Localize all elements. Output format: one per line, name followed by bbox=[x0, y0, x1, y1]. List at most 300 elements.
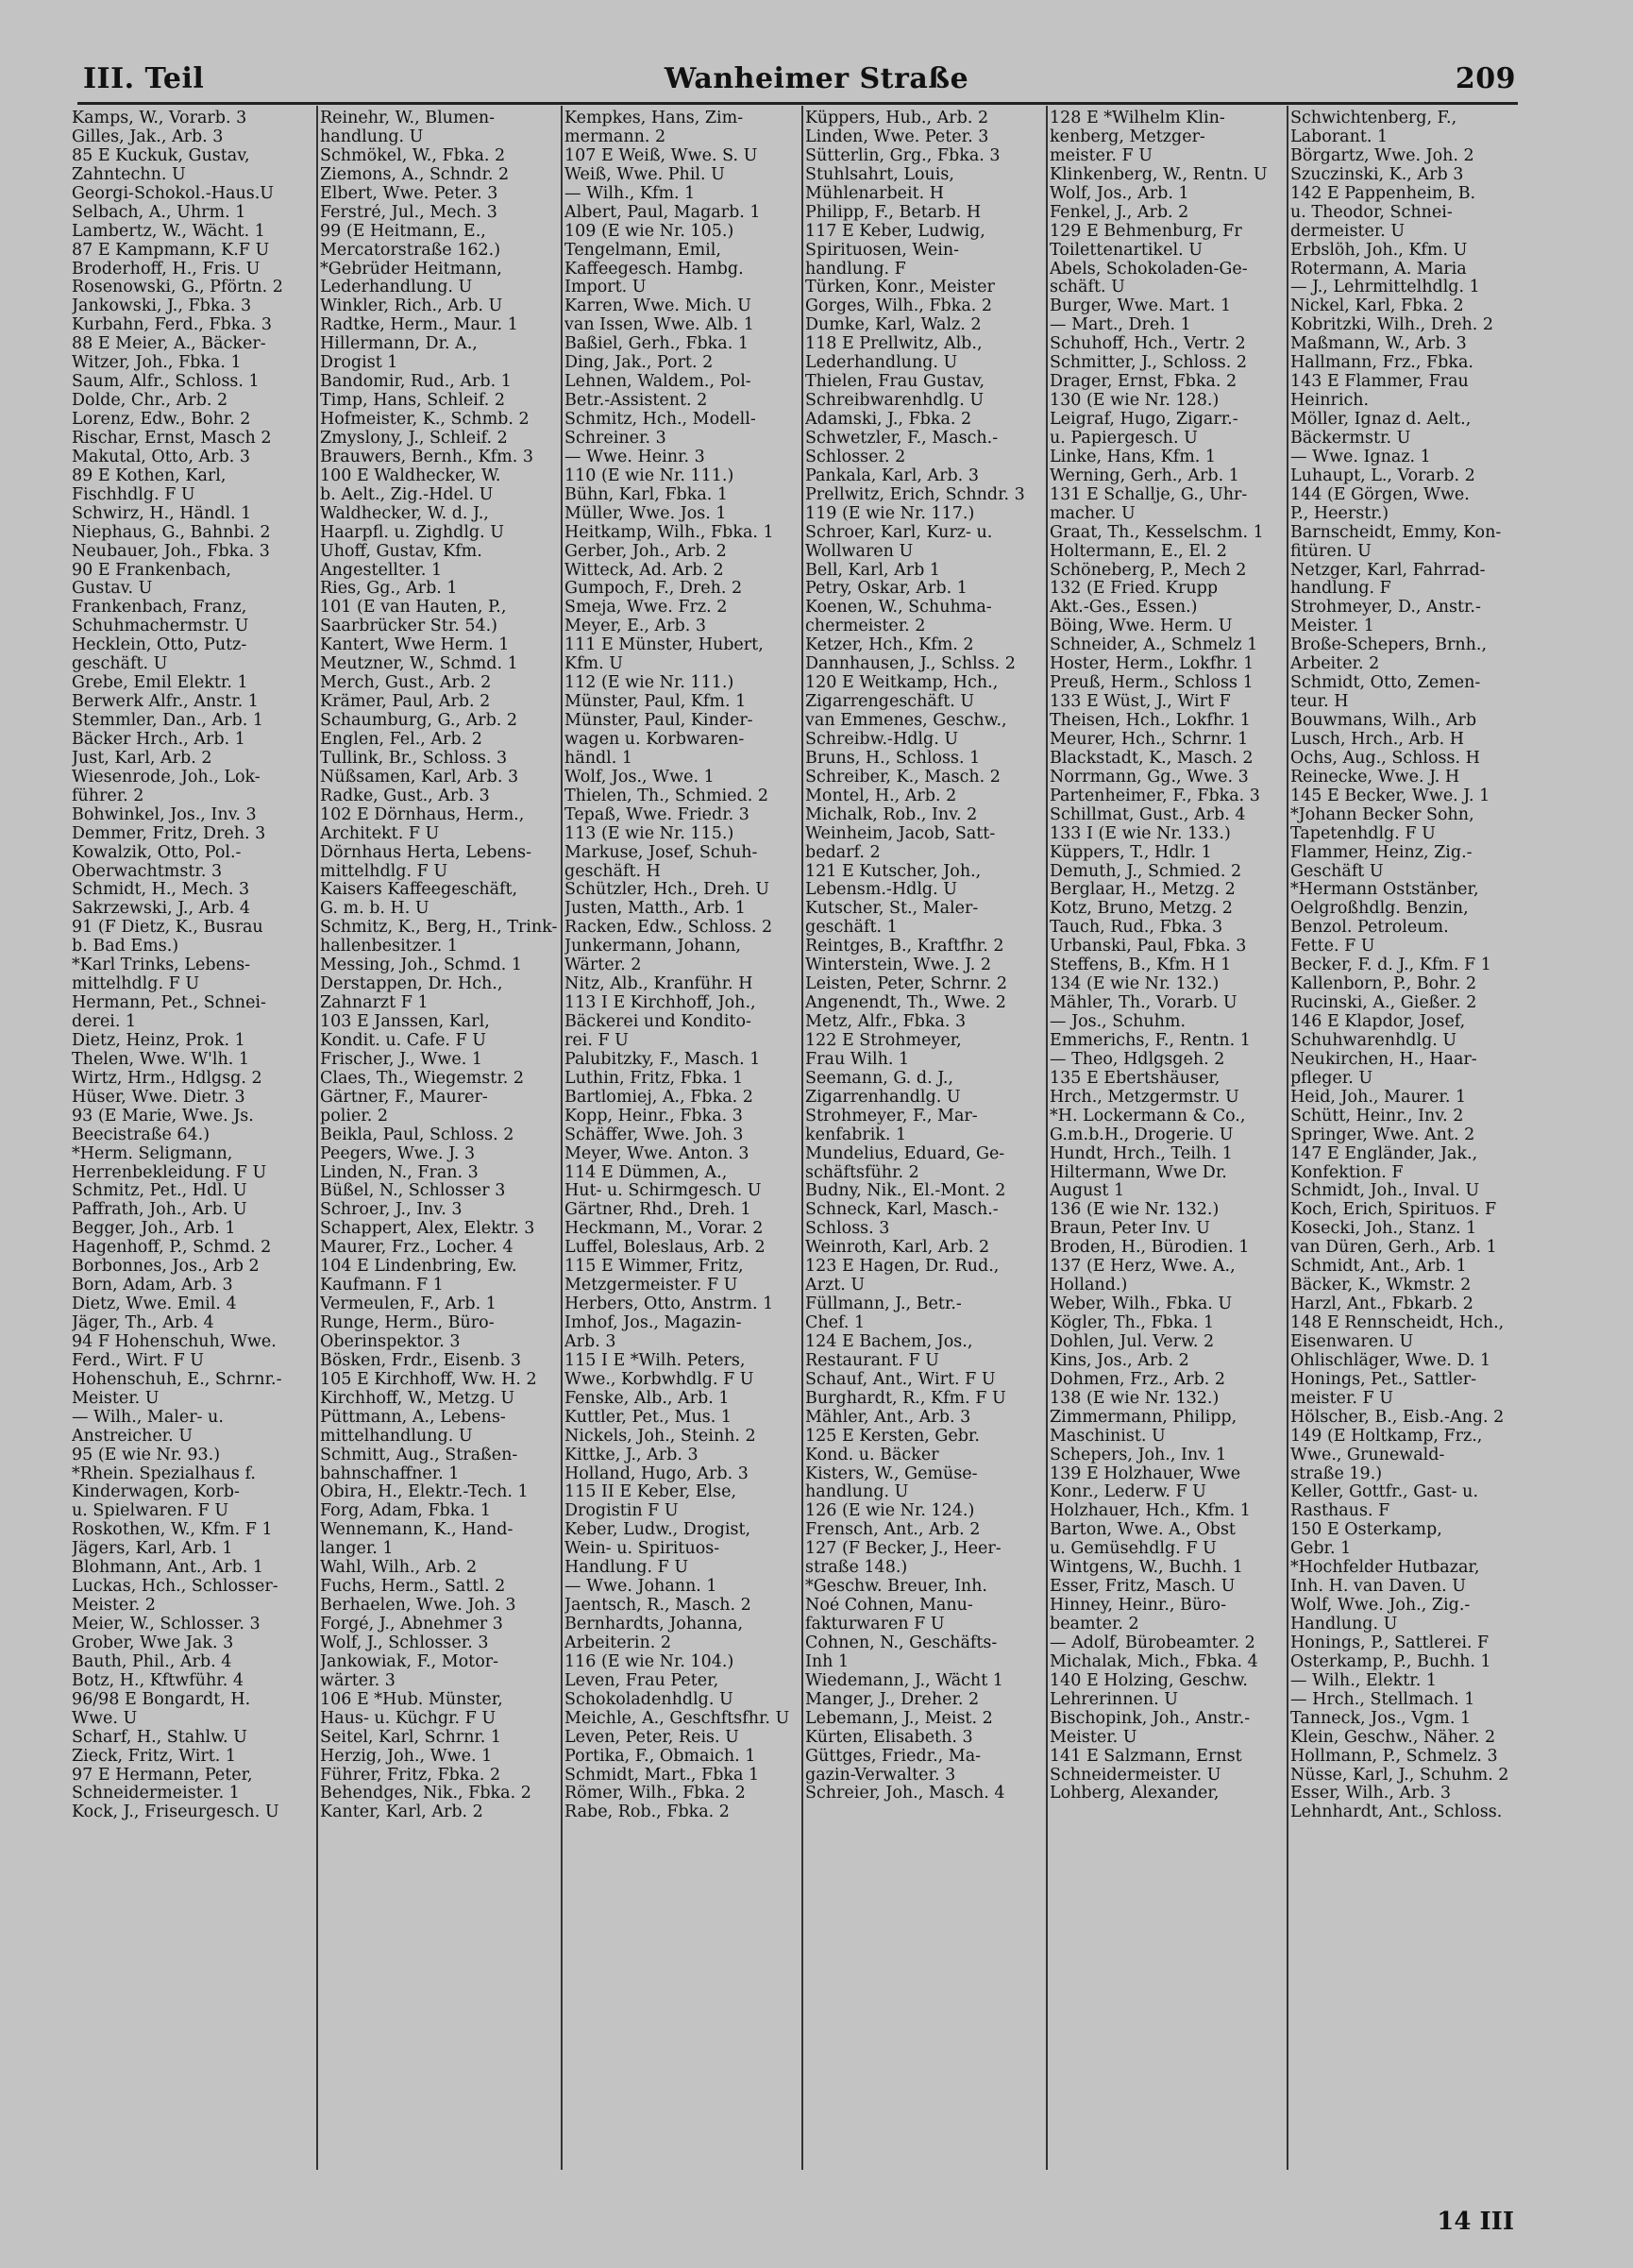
directory-entry-line: Hoster, Herm., Lokfhr. 1 bbox=[1050, 655, 1254, 674]
directory-entry-line: Broße-Schepers, Brnh., bbox=[1290, 636, 1488, 655]
directory-entry-line: Arzt. U bbox=[805, 1277, 866, 1295]
directory-entry-line: Güttges, Friedr., Ma- bbox=[805, 1747, 982, 1766]
directory-entry-line: Ohlischläger, Wwe. D. 1 bbox=[1290, 1351, 1491, 1370]
directory-entry-line: Laborant. 1 bbox=[1290, 127, 1389, 146]
directory-entry-line: Burger, Wwe. Mart. 1 bbox=[1050, 297, 1232, 316]
directory-entry-line: *Johann Becker Sohn, bbox=[1290, 805, 1474, 824]
directory-entry-line: 118 E Prellwitz, Alb., bbox=[805, 335, 983, 354]
column-divider bbox=[561, 106, 563, 2170]
directory-entry-line: Reinecke, Wwe. J. H bbox=[1290, 768, 1460, 787]
directory-entry-line: beamter. 2 bbox=[1050, 1616, 1139, 1633]
directory-entry-line: Beikla, Paul, Schloss. 2 bbox=[320, 1126, 514, 1144]
directory-entry-line: Rabe, Rob., Fbka. 2 bbox=[564, 1803, 730, 1822]
directory-entry-line: Forg, Adam, Fbka. 1 bbox=[320, 1502, 492, 1521]
directory-entry-line: Makutal, Otto, Arb. 3 bbox=[72, 448, 250, 466]
directory-entry-line: Demuth, J., Schmied. 2 bbox=[1050, 862, 1242, 881]
directory-entry-line: Dietz, Wwe. Emil. 4 bbox=[72, 1295, 237, 1314]
directory-entry-line: meister. F U bbox=[1290, 1389, 1393, 1408]
directory-entry-line: Hundt, Hrch., Teilh. 1 bbox=[1050, 1144, 1233, 1163]
directory-entry-line: Kowalzik, Otto, Pol.- bbox=[72, 843, 242, 862]
directory-entry-line: langer. 1 bbox=[320, 1540, 394, 1559]
directory-entry-line: Püttmann, A., Lebens- bbox=[320, 1408, 506, 1427]
directory-entry-line: Kamps, W., Vorarb. 3 bbox=[72, 110, 247, 127]
directory-entry-line: Budny, Nik., El.-Mont. 2 bbox=[805, 1182, 1006, 1201]
directory-entry-line: Albert, Paul, Magarb. 1 bbox=[564, 203, 761, 222]
directory-entry-line: Kempkes, Hans, Zim- bbox=[564, 110, 744, 127]
directory-entry-line: Grebe, Emil Elektr. 1 bbox=[72, 674, 248, 693]
directory-entry-line: — Jos., Schuhm. bbox=[1050, 1013, 1187, 1031]
directory-entry-line: Schmidt, Ant., Arb. 1 bbox=[1290, 1258, 1467, 1277]
directory-entry-line: Adamski, J., Fbka. 2 bbox=[805, 411, 972, 429]
directory-entry-line: Schneck, Karl, Masch.- bbox=[805, 1201, 999, 1220]
directory-entry-line: Thelen, Wwe. W'lh. 1 bbox=[72, 1050, 250, 1069]
directory-entry-line: 142 E Pappenheim, B. bbox=[1290, 184, 1476, 203]
directory-entry-line: bahnschaffner. 1 bbox=[320, 1464, 460, 1483]
directory-entry-line: Geschäft U bbox=[1290, 862, 1384, 881]
directory-entry-line: Büßel, N., Schlosser 3 bbox=[320, 1182, 506, 1201]
directory-entry-line: Schneidermeister. U bbox=[1050, 1766, 1221, 1785]
directory-entry-line: Kaufmann. F 1 bbox=[320, 1277, 444, 1295]
directory-entry-line: Schmökel, W., Fbka. 2 bbox=[320, 146, 506, 165]
directory-entry-line: Maurer, Frz., Locher. 4 bbox=[320, 1239, 513, 1258]
directory-entry-line: Metzgermeister. F U bbox=[564, 1277, 738, 1295]
directory-entry-line: Schaumburg, G., Arb. 2 bbox=[320, 712, 518, 730]
directory-entry-line: Karren, Wwe. Mich. U bbox=[564, 297, 751, 316]
directory-entry-line: Drager, Ernst, Fbka. 2 bbox=[1050, 373, 1237, 392]
directory-entry-line: Theisen, Hch., Lokfhr. 1 bbox=[1050, 712, 1251, 730]
directory-entry-line: Nüßsamen, Karl, Arb. 3 bbox=[320, 768, 519, 787]
directory-entry-line: Strohmeyer, F., Mar- bbox=[805, 1107, 978, 1126]
directory-entry-line: 87 E Kampmann, K.F U bbox=[72, 241, 270, 260]
directory-entry-line: Ferstré, Jul., Mech. 3 bbox=[320, 203, 497, 222]
directory-entry-line: Betr.-Assistent. 2 bbox=[564, 392, 708, 411]
directory-entry-line: Toilettenartikel. U bbox=[1050, 241, 1203, 260]
directory-entry-line: 134 (E wie Nr. 132.) bbox=[1050, 975, 1220, 994]
directory-entry-line: Wwe., Grunewald- bbox=[1290, 1446, 1445, 1464]
directory-entry-line: Weber, Wilh., Fbka. U bbox=[1050, 1295, 1233, 1314]
directory-entry-line: 149 (E Holtkamp, Frz., bbox=[1290, 1427, 1483, 1446]
directory-entry-line: Lehnen, Waldem., Pol- bbox=[564, 373, 751, 392]
directory-entry-line: Handlung. U bbox=[1290, 1616, 1398, 1633]
directory-entry-line: 132 (E Fried. Krupp bbox=[1050, 580, 1219, 599]
directory-entry-line: Borbonnes, Jos., Arb 2 bbox=[72, 1258, 260, 1277]
directory-entry-line: geschäft. U bbox=[72, 655, 168, 674]
directory-entry-line: Kögler, Th., Fbka. 1 bbox=[1050, 1314, 1215, 1332]
directory-entry-line: Kurbahn, Ferd., Fbka. 3 bbox=[72, 316, 273, 335]
directory-entry-line: Schmidt, Mart., Fbka 1 bbox=[564, 1766, 760, 1785]
directory-entry-line: Kuttler, Pet., Mus. 1 bbox=[564, 1408, 732, 1427]
directory-entry-line: Partenheimer, F., Fbka. 3 bbox=[1050, 787, 1260, 805]
directory-entry-line: Kosecki, Joh., Stanz. 1 bbox=[1290, 1220, 1477, 1239]
directory-entry-line: 135 E Ebertshäuser, bbox=[1050, 1069, 1221, 1088]
directory-entry-line: geschäft. 1 bbox=[805, 919, 898, 938]
directory-entry-line: Mühlenarbeit. H bbox=[805, 184, 945, 203]
directory-entry-line: Küppers, Hub., Arb. 2 bbox=[805, 110, 989, 127]
directory-entry-line: Gustav. U bbox=[72, 580, 153, 599]
directory-entry-line: 104 E Lindenbring, Ew. bbox=[320, 1258, 517, 1277]
directory-entry-line: Chef. 1 bbox=[805, 1314, 866, 1332]
directory-entry-line: Bartlomiej, A., Fbka. 2 bbox=[564, 1088, 753, 1107]
directory-entry-line: Meister. 2 bbox=[72, 1597, 156, 1616]
directory-entry-line: Scharf, H., Stahlw. U bbox=[72, 1728, 247, 1747]
directory-entry-line: Koch, Erich, Spirituos. F bbox=[1290, 1201, 1497, 1220]
directory-entry-line: Oelgroßhdlg. Benzin, bbox=[1290, 900, 1469, 919]
directory-entry-line: Frischer, J., Wwe. 1 bbox=[320, 1050, 483, 1069]
directory-entry-line: Emmerichs, F., Rentn. 1 bbox=[1050, 1031, 1251, 1050]
directory-entry-line: 120 E Weitkamp, Hch., bbox=[805, 674, 999, 693]
directory-entry-line: Montel, H., Arb. 2 bbox=[805, 787, 957, 805]
directory-entry-line: — Hrch., Stellmach. 1 bbox=[1290, 1690, 1475, 1709]
directory-entry-line: Bischopink, Joh., Anstr.- bbox=[1050, 1709, 1251, 1728]
directory-entry-line: Vermeulen, F., Arb. 1 bbox=[320, 1295, 497, 1314]
directory-entry-line: Markuse, Josef, Schuh- bbox=[564, 843, 758, 862]
directory-entry-line: Kopp, Heinr., Fbka. 3 bbox=[564, 1107, 743, 1126]
directory-entry-line: Kürten, Elisabeth. 3 bbox=[805, 1728, 973, 1747]
directory-entry-line: u. Gemüsehdlg. F U bbox=[1050, 1540, 1217, 1559]
directory-entry-line: Schloss. 3 bbox=[805, 1220, 890, 1239]
directory-entry-line: Fenkel, J., Arb. 2 bbox=[1050, 203, 1189, 222]
directory-entry-line: straße 148.) bbox=[805, 1559, 908, 1578]
directory-entry-line: Führer, Fritz, Fbka. 2 bbox=[320, 1766, 501, 1785]
directory-entry-line: Thielen, Frau Gustav, bbox=[805, 373, 985, 392]
directory-entry-line: Ketzer, Hch., Kfm. 2 bbox=[805, 636, 974, 655]
directory-entry-line: Preuß, Herm., Schloss 1 bbox=[1050, 674, 1254, 693]
directory-entry-line: — Wwe. Johann. 1 bbox=[564, 1578, 717, 1597]
directory-entry-line: 137 (E Herz, Wwe. A., bbox=[1050, 1258, 1236, 1277]
directory-entry-line: Schreiner. 3 bbox=[564, 429, 666, 448]
directory-entry-line: Noé Cohnen, Manu- bbox=[805, 1597, 973, 1616]
directory-entry-line: 115 I E *Wilh. Peters, bbox=[564, 1351, 746, 1370]
directory-entry-line: Schäffer, Wwe. Joh. 3 bbox=[564, 1126, 744, 1144]
directory-entry-line: dermeister. U bbox=[1290, 222, 1406, 241]
directory-entry-line: Münster, Paul, Kinder- bbox=[564, 712, 753, 730]
directory-entry-line: 115 E Wimmer, Fritz, bbox=[564, 1258, 744, 1277]
directory-entry-line: Roskothen, W., Kfm. F 1 bbox=[72, 1521, 273, 1540]
directory-entry-line: *Hermann Oststänber, bbox=[1290, 881, 1479, 900]
directory-entry-line: Möller, Ignaz d. Aelt., bbox=[1290, 411, 1472, 429]
directory-entry-line: Bruns, H., Schloss. 1 bbox=[805, 749, 981, 768]
directory-entry-line: Meichle, A., Geschftsfhr. U bbox=[564, 1709, 790, 1728]
directory-entry-line: Uhoff, Gustav, Kfm. bbox=[320, 542, 482, 561]
directory-entry-line: Merch, Gust., Arb. 2 bbox=[320, 674, 492, 693]
directory-entry-line: Linden, Wwe. Peter. 3 bbox=[805, 127, 989, 146]
directory-entry-line: Dietz, Heinz, Prok. 1 bbox=[72, 1031, 245, 1050]
directory-entry-line: Barton, Wwe. A., Obst bbox=[1050, 1521, 1236, 1540]
directory-entry-line: Schneider, A., Schmelz 1 bbox=[1050, 636, 1258, 655]
directory-entry-line: Gorges, Wilh., Fbka. 2 bbox=[805, 297, 993, 316]
directory-entry-line: Kotz, Bruno, Metzg. 2 bbox=[1050, 900, 1233, 919]
directory-entry-line: Hut- u. Schirmgesch. U bbox=[564, 1182, 762, 1201]
directory-entry-line: Wennemann, K., Hand- bbox=[320, 1521, 513, 1540]
directory-entry-line: Münster, Paul, Kfm. 1 bbox=[564, 693, 747, 712]
directory-entry-line: Krämer, Paul, Arb. 2 bbox=[320, 693, 491, 712]
directory-entry-line: wärter. 3 bbox=[320, 1671, 396, 1690]
directory-entry-line: Georgi-Schokol.-Haus.U bbox=[72, 184, 275, 203]
directory-entry-line: Wiesenrode, Joh., Lok- bbox=[72, 768, 261, 787]
directory-entry-line: Fischhdlg. F U bbox=[72, 485, 195, 504]
directory-entry-line: polier. 2 bbox=[320, 1107, 388, 1126]
directory-entry-line: Zigarrenhandlg. U bbox=[805, 1088, 961, 1107]
directory-entry-line: Petry, Oskar, Arb. 1 bbox=[805, 580, 968, 599]
directory-entry-line: Seemann, G. d. J., bbox=[805, 1069, 953, 1088]
directory-entry-line: Akt.-Ges., Essen.) bbox=[1050, 599, 1198, 618]
directory-entry-line: Runge, Herm., Büro- bbox=[320, 1314, 495, 1332]
directory-entry-line: Arbeiter. 2 bbox=[1290, 655, 1380, 674]
directory-entry-line: bedarf. 2 bbox=[805, 843, 881, 862]
directory-entry-line: schäft. U bbox=[1050, 279, 1125, 297]
directory-entry-line: Hofmeister, K., Schmb. 2 bbox=[320, 411, 530, 429]
directory-entry-line: Mähler, Ant., Arb. 3 bbox=[805, 1408, 971, 1427]
directory-entry-line: Lohberg, Alexander, bbox=[1050, 1785, 1220, 1803]
directory-entry-line: — Theo, Hdlgsgeh. 2 bbox=[1050, 1050, 1225, 1069]
directory-entry-line: Schöneberg, P., Mech 2 bbox=[1050, 561, 1247, 580]
directory-entry-line: Jaentsch, R., Masch. 2 bbox=[564, 1597, 751, 1616]
directory-entry-line: 113 (E wie Nr. 115.) bbox=[564, 824, 734, 843]
directory-entry-line: Ferd., Wirt. F U bbox=[72, 1351, 205, 1370]
directory-entry-line: Hiltermann, Wwe Dr. bbox=[1050, 1163, 1227, 1182]
directory-entry-line: Racken, Edw., Schloss. 2 bbox=[564, 919, 773, 938]
directory-entry-line: van Düren, Gerh., Arb. 1 bbox=[1290, 1239, 1497, 1258]
directory-entry-line: 99 (E Heitmann, E., bbox=[320, 222, 486, 241]
directory-entry-line: Urbanski, Paul, Fbka. 3 bbox=[1050, 938, 1247, 956]
directory-entry-line: gazin-Verwalter. 3 bbox=[805, 1766, 956, 1785]
directory-entry-line: straße 19.) bbox=[1290, 1464, 1383, 1483]
directory-entry-line: chermeister. 2 bbox=[805, 618, 926, 636]
directory-entry-line: Spirituosen, Wein- bbox=[805, 241, 960, 260]
directory-entry-line: Derstappen, Dr. Hch., bbox=[320, 975, 503, 994]
directory-entry-line: Braun, Peter Inv. U bbox=[1050, 1220, 1210, 1239]
directory-entry-line: 125 E Kersten, Gebr. bbox=[805, 1427, 980, 1446]
directory-entry-line: Winterstein, Wwe. J. 2 bbox=[805, 956, 992, 975]
directory-entry-line: Kutscher, St., Maler- bbox=[805, 900, 979, 919]
directory-entry-line: Bäckermstr. U bbox=[1290, 429, 1411, 448]
directory-entry-line: 150 E Osterkamp, bbox=[1290, 1521, 1442, 1540]
directory-entry-line: Schappert, Alex, Elektr. 3 bbox=[320, 1220, 535, 1239]
directory-entry-line: 101 (E van Hauten, P., bbox=[320, 599, 507, 618]
directory-entry-line: Schmidt, H., Mech. 3 bbox=[72, 881, 250, 900]
directory-entry-line: Thielen, Th., Schmied. 2 bbox=[564, 787, 768, 805]
directory-entry-line: — Wilh., Kfm. 1 bbox=[564, 184, 696, 203]
directory-entry-line: Meurer, Hch., Schrnr. 1 bbox=[1050, 730, 1249, 749]
directory-entry-line: Schützler, Hch., Dreh. U bbox=[564, 881, 770, 900]
directory-entry-line: Sakrzewski, J., Arb. 4 bbox=[72, 900, 251, 919]
directory-entry-line: Berglaar, H., Metzg. 2 bbox=[1050, 881, 1236, 900]
directory-entry-line: 111 E Münster, Hubert, bbox=[564, 636, 764, 655]
directory-entry-line: Meyer, Wwe. Anton. 3 bbox=[564, 1144, 749, 1163]
directory-entry-line: Baßiel, Gerh., Fbka. 1 bbox=[564, 335, 749, 354]
directory-entry-line: Schneidermeister. 1 bbox=[72, 1785, 240, 1803]
directory-entry-line: Römer, Wilh., Fbka. 2 bbox=[564, 1785, 746, 1803]
column-divider bbox=[1046, 106, 1048, 2170]
directory-entry-line: Kisters, W., Gemüse- bbox=[805, 1464, 978, 1483]
directory-entry-line: Kaisers Kaffeegeschäft, bbox=[320, 881, 518, 900]
directory-entry-line: 133 E Wüst, J., Wirt F bbox=[1050, 693, 1231, 712]
directory-entry-line: Elbert, Wwe. Peter. 3 bbox=[320, 184, 498, 203]
directory-entry-line: Haus- u. Küchgr. F U bbox=[320, 1709, 497, 1728]
column-divider bbox=[316, 106, 318, 2170]
directory-entry-line: Witteck, Ad. Arb. 2 bbox=[564, 561, 724, 580]
directory-entry-line: Tauch, Rud., Fbka. 3 bbox=[1050, 919, 1223, 938]
directory-entry-line: b. Bad Ems.) bbox=[72, 938, 179, 956]
directory-entry-line: Grober, Wwe Jak. 3 bbox=[72, 1633, 234, 1652]
directory-entry-line: Drogist 1 bbox=[320, 354, 398, 373]
directory-entry-line: August 1 bbox=[1050, 1182, 1125, 1201]
directory-entry-line: — Wilh., Elektr. 1 bbox=[1290, 1671, 1437, 1690]
directory-entry-line: Schmitt, Aug., Straßen- bbox=[320, 1446, 518, 1464]
directory-column bbox=[805, 110, 1043, 2168]
directory-entry-line: Konr., Lederw. F U bbox=[1050, 1483, 1206, 1502]
directory-entry-line: Küppers, T., Hdlr. 1 bbox=[1050, 843, 1212, 862]
directory-entry-line: Schreibw.-Hdlg. U bbox=[805, 730, 959, 749]
directory-entry-line: Herzig, Joh., Wwe. 1 bbox=[320, 1747, 493, 1766]
directory-entry-line: Schlosser. 2 bbox=[805, 448, 906, 466]
directory-entry-line: Wolf, J., Schlosser. 3 bbox=[320, 1633, 489, 1652]
directory-entry-line: 119 (E wie Nr. 117.) bbox=[805, 504, 975, 523]
directory-entry-line: Zahntechn. U bbox=[72, 165, 186, 184]
directory-entry-line: Luffel, Boleslaus, Arb. 2 bbox=[564, 1239, 766, 1258]
directory-entry-line: Gebr. 1 bbox=[1290, 1540, 1352, 1559]
directory-entry-line: 146 E Klapdor, Josef, bbox=[1290, 1013, 1466, 1031]
directory-entry-line: mermann. 2 bbox=[564, 127, 666, 146]
directory-entry-line: *Karl Trinks, Lebens- bbox=[72, 956, 251, 975]
directory-entry-line: — Wilh., Maler- u. bbox=[72, 1408, 224, 1427]
directory-entry-line: Metz, Alfr., Fbka. 3 bbox=[805, 1013, 967, 1031]
directory-entry-line: Hollmann, P., Schmelz. 3 bbox=[1290, 1747, 1498, 1766]
directory-entry-line: Esser, Fritz, Masch. U bbox=[1050, 1578, 1236, 1597]
directory-entry-line: *Herm. Seligmann, bbox=[72, 1144, 233, 1163]
directory-entry-line: Schauf, Ant., Wirt. F U bbox=[805, 1370, 996, 1389]
directory-entry-line: 97 E Hermann, Peter, bbox=[72, 1766, 253, 1785]
directory-entry-line: Peegers, Wwe. J. 3 bbox=[320, 1144, 476, 1163]
directory-entry-line: Schuhwarenhdlg. U bbox=[1290, 1031, 1457, 1050]
directory-entry-line: Meister. U bbox=[72, 1389, 160, 1408]
directory-entry-line: Szuczinski, K., Arb 3 bbox=[1290, 165, 1464, 184]
directory-entry-line: 110 (E wie Nr. 111.) bbox=[564, 466, 734, 485]
directory-entry-line: Wolf, Wwe. Joh., Zig.- bbox=[1290, 1597, 1471, 1616]
directory-entry-line: Bühn, Karl, Fbka. 1 bbox=[564, 485, 729, 504]
directory-entry-line: Bell, Karl, Arb 1 bbox=[805, 561, 941, 580]
directory-entry-line: Esser, Wilh., Arb. 3 bbox=[1290, 1785, 1451, 1803]
header-rule bbox=[77, 102, 1518, 105]
directory-entry-line: Lederhandlung. U bbox=[805, 354, 958, 373]
directory-entry-line: Gärtner, F., Maurer- bbox=[320, 1088, 488, 1107]
directory-entry-line: Mundelius, Eduard, Ge- bbox=[805, 1144, 1005, 1163]
directory-entry-line: Portika, F., Obmaich. 1 bbox=[564, 1747, 756, 1766]
directory-entry-line: meister. F U bbox=[1050, 146, 1153, 165]
directory-entry-line: 141 E Salzmann, Ernst bbox=[1050, 1747, 1242, 1766]
directory-entry-line: führer. 2 bbox=[72, 787, 144, 805]
directory-entry-line: *Geschw. Breuer, Inh. bbox=[805, 1578, 987, 1597]
directory-entry-line: Türken, Konr., Meister bbox=[805, 279, 995, 297]
directory-entry-line: Waldhecker, W. d. J., bbox=[320, 504, 489, 523]
directory-entry-line: Import. U bbox=[564, 279, 647, 297]
directory-entry-line: Jägers, Karl, Arb. 1 bbox=[72, 1540, 233, 1559]
directory-entry-line: Witzer, Joh., Fbka. 1 bbox=[72, 354, 242, 373]
directory-entry-line: Tanneck, Jos., Vgm. 1 bbox=[1290, 1709, 1472, 1728]
directory-entry-line: Zimmermann, Philipp, bbox=[1050, 1408, 1237, 1427]
directory-entry-line: Bösken, Frdr., Eisenb. 3 bbox=[320, 1351, 522, 1370]
directory-entry-line: Hillermann, Dr. A., bbox=[320, 335, 478, 354]
directory-entry-line: Kondit. u. Cafe. F U bbox=[320, 1031, 486, 1050]
directory-entry-line: Nitz, Alb., Kranführ. H bbox=[564, 975, 753, 994]
directory-entry-line: 144 (E Görgen, Wwe. bbox=[1290, 485, 1470, 504]
page-number: 209 bbox=[1455, 62, 1516, 95]
directory-entry-line: Benzol. Petroleum. bbox=[1290, 919, 1449, 938]
directory-entry-line: 103 E Janssen, Karl, bbox=[320, 1013, 490, 1031]
directory-entry-line: Bäcker, K., Wkmstr. 2 bbox=[1290, 1277, 1472, 1295]
directory-entry-line: 130 (E wie Nr. 128.) bbox=[1050, 392, 1220, 411]
directory-entry-line: Junkermann, Johann, bbox=[564, 938, 741, 956]
directory-entry-line: Meister. U bbox=[1050, 1728, 1137, 1747]
directory-entry-line: Lederhandlung. U bbox=[320, 279, 473, 297]
directory-entry-line: Luhaupt, L., Vorarb. 2 bbox=[1290, 466, 1475, 485]
directory-entry-line: 131 E Schallje, G., Uhr- bbox=[1050, 485, 1248, 504]
directory-entry-line: Wolf, Jos., Arb. 1 bbox=[1050, 184, 1189, 203]
directory-entry-line: Lehrerinnen. U bbox=[1050, 1690, 1178, 1709]
directory-entry-line: Rotermann, A. Maria bbox=[1290, 260, 1467, 279]
directory-entry-line: Bernhardts, Johanna, bbox=[564, 1616, 744, 1633]
directory-entry-line: Maschinist. U bbox=[1050, 1427, 1166, 1446]
directory-entry-line: Berwerk Alfr., Anstr. 1 bbox=[72, 693, 259, 712]
directory-entry-line: Fuchs, Herm., Sattl. 2 bbox=[320, 1578, 506, 1597]
directory-entry-line: Schmitz, Hch., Modell- bbox=[564, 411, 756, 429]
directory-entry-line: 85 E Kuckuk, Gustav, bbox=[72, 146, 250, 165]
directory-entry-line: Schmidt, Otto, Zemen- bbox=[1290, 674, 1481, 693]
directory-entry-line: Heinrich. bbox=[1290, 392, 1370, 411]
directory-entry-line: Berhaelen, Wwe. Joh. 3 bbox=[320, 1597, 516, 1616]
directory-entry-line: Konfektion. F bbox=[1290, 1163, 1404, 1182]
directory-entry-line: Arb. 3 bbox=[564, 1332, 616, 1351]
directory-entry-line: Angestellter. 1 bbox=[320, 561, 443, 580]
directory-entry-line: Claes, Th., Wiegemstr. 2 bbox=[320, 1069, 525, 1088]
directory-entry-line: Pankala, Karl, Arb. 3 bbox=[805, 466, 979, 485]
directory-entry-line: Beecistraße 64.) bbox=[72, 1126, 210, 1144]
directory-entry-line: Neukirchen, H., Haar- bbox=[1290, 1050, 1477, 1069]
directory-entry-line: Börgartz, Wwe. Joh. 2 bbox=[1290, 146, 1474, 165]
directory-entry-line: mittelhandlung. U bbox=[320, 1427, 473, 1446]
directory-entry-line: Keller, Gottfr., Gast- u. bbox=[1290, 1483, 1479, 1502]
directory-entry-line: Bauth, Phil., Arb. 4 bbox=[72, 1652, 232, 1671]
directory-entry-line: Klein, Geschw., Näher. 2 bbox=[1290, 1728, 1496, 1747]
directory-entry-line: Oberinspektor. 3 bbox=[320, 1332, 461, 1351]
directory-entry-line: Gerber, Joh., Arb. 2 bbox=[564, 542, 727, 561]
directory-entry-line: Schütt, Heinr., Inv. 2 bbox=[1290, 1107, 1464, 1126]
directory-entry-line: Demmer, Fritz, Dreh. 3 bbox=[72, 824, 266, 843]
directory-entry-line: Nickel, Karl, Fbka. 2 bbox=[1290, 297, 1464, 316]
directory-entry-line: — Mart., Dreh. 1 bbox=[1050, 316, 1191, 335]
directory-entry-line: rei. F U bbox=[564, 1031, 629, 1050]
directory-entry-line: Kaffeegesch. Hambg. bbox=[564, 260, 744, 279]
directory-entry-line: Begger, Joh., Arb. 1 bbox=[72, 1220, 236, 1239]
directory-entry-line: Weiß, Wwe. Phil. U bbox=[564, 165, 725, 184]
directory-entry-line: Fette. F U bbox=[1290, 938, 1375, 956]
directory-entry-line: Frau Wilh. 1 bbox=[805, 1050, 910, 1069]
directory-entry-line: 136 (E wie Nr. 132.) bbox=[1050, 1201, 1220, 1220]
directory-entry-line: Wwe., Korbwhdlg. F U bbox=[564, 1370, 754, 1389]
directory-entry-line: derei. 1 bbox=[72, 1013, 137, 1031]
directory-entry-line: Eisenwaren. U bbox=[1290, 1332, 1414, 1351]
directory-entry-line: Broderhoff, H., Fris. U bbox=[72, 260, 261, 279]
directory-entry-line: Dohmen, Frz., Arb. 2 bbox=[1050, 1370, 1226, 1389]
directory-entry-line: u. Theodor, Schnei- bbox=[1290, 203, 1453, 222]
directory-entry-line: Koenen, W., Schuhma- bbox=[805, 599, 992, 618]
directory-entry-line: Wirtz, Hrm., Hdlgsg. 2 bbox=[72, 1069, 262, 1088]
directory-entry-line: Kins, Jos., Arb. 2 bbox=[1050, 1351, 1189, 1370]
directory-entry-line: Hermann, Pet., Schnei- bbox=[72, 994, 266, 1013]
directory-entry-line: Paffrath, Joh., Arb. U bbox=[72, 1201, 247, 1220]
directory-entry-line: Heitkamp, Wilh., Fbka. 1 bbox=[564, 523, 774, 542]
directory-column bbox=[1290, 110, 1522, 2168]
